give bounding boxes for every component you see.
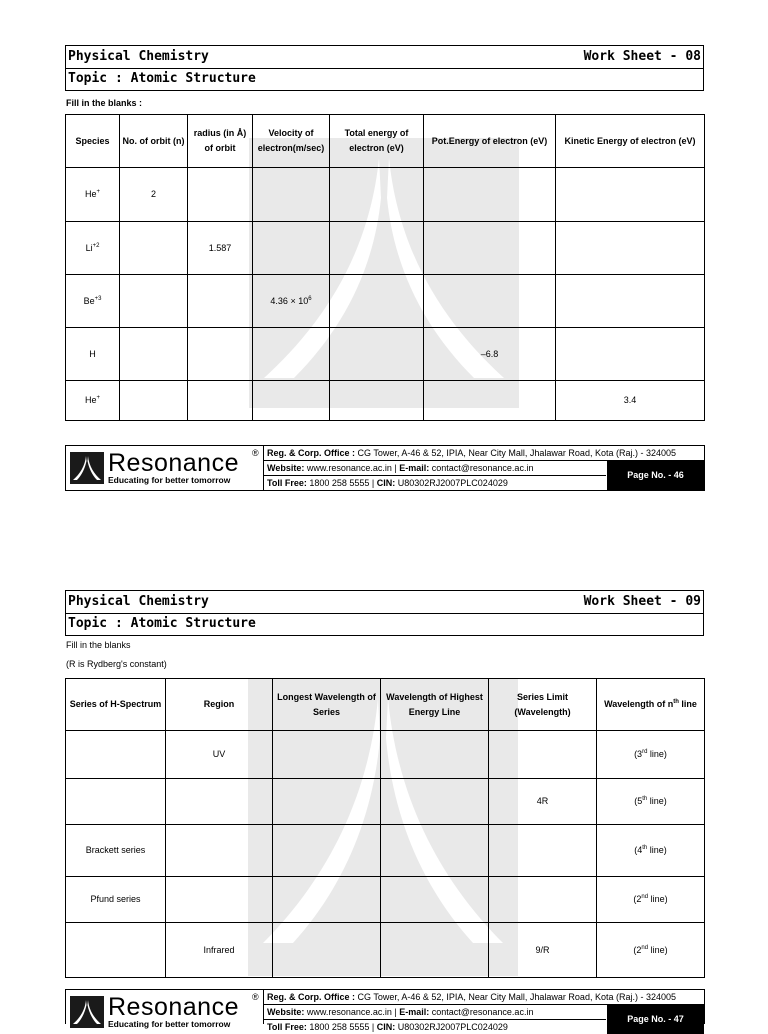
- series-limit-cell: [489, 731, 597, 779]
- column-header: Series of H-Spectrum: [66, 679, 166, 731]
- series-cell: [66, 923, 166, 978]
- column-header: Kinetic Energy of electron (eV): [556, 115, 705, 168]
- registered-mark: ®: [252, 992, 259, 1002]
- total-energy-cell: [330, 381, 424, 421]
- table-row: [66, 328, 705, 381]
- website-link[interactable]: www.resonance.ac.in |: [304, 1007, 400, 1017]
- brand-name: Resonance: [108, 449, 239, 477]
- column-header: Longest Wavelength of Series: [273, 679, 381, 731]
- total-energy-cell: [330, 328, 424, 381]
- column-header: Species: [66, 115, 120, 168]
- total-energy-cell: [330, 168, 424, 222]
- brand-tagline: Educating for better tomorrow: [108, 1019, 231, 1029]
- region-cell: Infrared: [166, 923, 273, 978]
- velocity-cell: [253, 222, 330, 275]
- column-header: Velocity of electron(m/sec): [253, 115, 330, 168]
- kinetic-energy-cell: [556, 275, 705, 328]
- species-cell: H: [66, 328, 120, 381]
- worksheet-08-header: [65, 45, 704, 91]
- orbit-cell: [120, 222, 188, 275]
- worksheet-08-table: [65, 114, 705, 421]
- kinetic-energy-cell: 3.4: [556, 381, 705, 421]
- nth-line-cell: (2nd line): [597, 877, 705, 923]
- kinetic-energy-cell: [556, 328, 705, 381]
- region-cell: UV: [166, 731, 273, 779]
- email-link[interactable]: contact@resonance.ac.in: [429, 1007, 534, 1017]
- column-header: No. of orbit (n): [120, 115, 188, 168]
- table-header-row: [66, 115, 705, 168]
- nth-line-cell: (4th line): [597, 825, 705, 877]
- nth-line-cell: (5th line): [597, 779, 705, 825]
- series-cell: [66, 731, 166, 779]
- longest-wavelength-cell: [273, 923, 381, 978]
- subject-title: Physical Chemistry: [68, 594, 209, 609]
- table-header-row: [66, 679, 705, 731]
- series-limit-cell: 9/R: [489, 923, 597, 978]
- column-header: radius (in Å) of orbit: [188, 115, 253, 168]
- column-header: Total energy of electron (eV): [330, 115, 424, 168]
- total-energy-cell: [330, 222, 424, 275]
- longest-wavelength-cell: [273, 877, 381, 923]
- series-cell: Brackett series: [66, 825, 166, 877]
- tollfree-line: Toll Free: 1800 258 5555 | CIN: U80302RJ2007PLC024029: [267, 478, 508, 488]
- total-energy-cell: [330, 275, 424, 328]
- orbit-cell: [120, 328, 188, 381]
- velocity-cell: [253, 328, 330, 381]
- region-cell: [166, 779, 273, 825]
- instruction: Fill in the blanks :: [66, 98, 143, 108]
- series-limit-cell: [489, 877, 597, 923]
- nth-line-cell: (3rd line): [597, 731, 705, 779]
- radius-cell: 1.587: [188, 222, 253, 275]
- office-address: Reg. & Corp. Office : CG Tower, A-46 & 52, IPIA, Near City Mall, Jhalawar Road, Kota (Raj.) - 324005: [264, 446, 704, 461]
- series-limit-cell: [489, 825, 597, 877]
- velocity-cell: [253, 168, 330, 222]
- brand-tagline: Educating for better tomorrow: [108, 475, 231, 485]
- column-header: Wavelength of Highest Energy Line: [381, 679, 489, 731]
- resonance-emblem-icon: [70, 996, 104, 1028]
- highest-energy-cell: [381, 877, 489, 923]
- highest-energy-cell: [381, 779, 489, 825]
- table-row: [66, 779, 705, 825]
- table-row: [66, 825, 705, 877]
- longest-wavelength-cell: [273, 731, 381, 779]
- region-cell: [166, 877, 273, 923]
- series-limit-cell: 4R: [489, 779, 597, 825]
- species-cell: $Li^{+2}$: [66, 222, 120, 275]
- instruction: Fill in the blanks: [66, 640, 131, 650]
- worksheet-number: Work Sheet - 09: [583, 594, 701, 609]
- velocity-cell: [253, 381, 330, 421]
- contact-line: Website: www.resonance.ac.in | E-mail: contact@resonance.ac.in: [264, 1005, 606, 1020]
- kinetic-energy-cell: [556, 168, 705, 222]
- highest-energy-cell: [381, 731, 489, 779]
- region-cell: [166, 825, 273, 877]
- resonance-emblem-icon: [70, 452, 104, 484]
- potential-energy-cell: [424, 222, 556, 275]
- series-cell: Pfund series: [66, 877, 166, 923]
- potential-energy-cell: [424, 381, 556, 421]
- website-link[interactable]: www.resonance.ac.in |: [304, 463, 400, 473]
- series-cell: [66, 779, 166, 825]
- worksheet-number: Work Sheet - 08: [583, 49, 701, 64]
- orbit-cell: 2: [120, 168, 188, 222]
- radius-cell: [188, 328, 253, 381]
- resonance-logo: [66, 990, 264, 1029]
- worksheet-09-table: [65, 678, 705, 978]
- subject-title: Physical Chemistry: [68, 49, 209, 64]
- highest-energy-cell: [381, 923, 489, 978]
- nth-line-cell: (2nd line): [597, 923, 705, 978]
- longest-wavelength-cell: [273, 779, 381, 825]
- email-link[interactable]: contact@resonance.ac.in: [429, 463, 534, 473]
- column-header: Region: [166, 679, 273, 731]
- table-row: [66, 731, 705, 779]
- column-header: Series Limit (Wavelength): [489, 679, 597, 731]
- radius-cell: [188, 168, 253, 222]
- page-number: Page No. - 46: [607, 461, 704, 490]
- orbit-cell: [120, 381, 188, 421]
- office-address: Reg. & Corp. Office : CG Tower, A-46 & 52, IPIA, Near City Mall, Jhalawar Road, Kota (Raj.) - 324005: [264, 990, 704, 1005]
- column-header: Pot.Energy of electron (eV): [424, 115, 556, 168]
- registered-mark: ®: [252, 448, 259, 458]
- column-header: Wavelength of $n^{th}$ line: [597, 679, 705, 731]
- longest-wavelength-cell: [273, 825, 381, 877]
- page-number: Page No. - 47: [607, 1005, 704, 1034]
- rydberg-note: (R is Rydberg's constant): [66, 659, 167, 669]
- velocity-cell: $4.36 \times 10^6$: [253, 275, 330, 328]
- topic-title: Topic : Atomic Structure: [68, 616, 256, 631]
- highest-energy-cell: [381, 825, 489, 877]
- footer-47: [65, 989, 705, 1032]
- radius-cell: [188, 381, 253, 421]
- table-row: [66, 222, 705, 275]
- potential-energy-cell: [424, 275, 556, 328]
- potential-energy-cell: –6.8: [424, 328, 556, 381]
- table-row: [66, 923, 705, 978]
- table-row: [66, 275, 705, 328]
- brand-name: Resonance: [108, 993, 239, 1021]
- contact-line: Website: www.resonance.ac.in | E-mail: contact@resonance.ac.in: [264, 461, 606, 476]
- table-row: [66, 877, 705, 923]
- species-cell: He+: [66, 168, 120, 222]
- worksheet-09-header: [65, 590, 704, 636]
- kinetic-energy-cell: [556, 222, 705, 275]
- table-row: [66, 168, 705, 222]
- potential-energy-cell: [424, 168, 556, 222]
- species-cell: He+: [66, 381, 120, 421]
- radius-cell: [188, 275, 253, 328]
- tollfree-line: Toll Free: 1800 258 5555 | CIN: U80302RJ2007PLC024029: [267, 1022, 508, 1032]
- topic-title: Topic : Atomic Structure: [68, 71, 256, 86]
- resonance-logo: [66, 446, 264, 490]
- table-row: [66, 381, 705, 421]
- species-cell: $Be^{+3}$: [66, 275, 120, 328]
- orbit-cell: [120, 275, 188, 328]
- footer-46: [65, 445, 705, 491]
